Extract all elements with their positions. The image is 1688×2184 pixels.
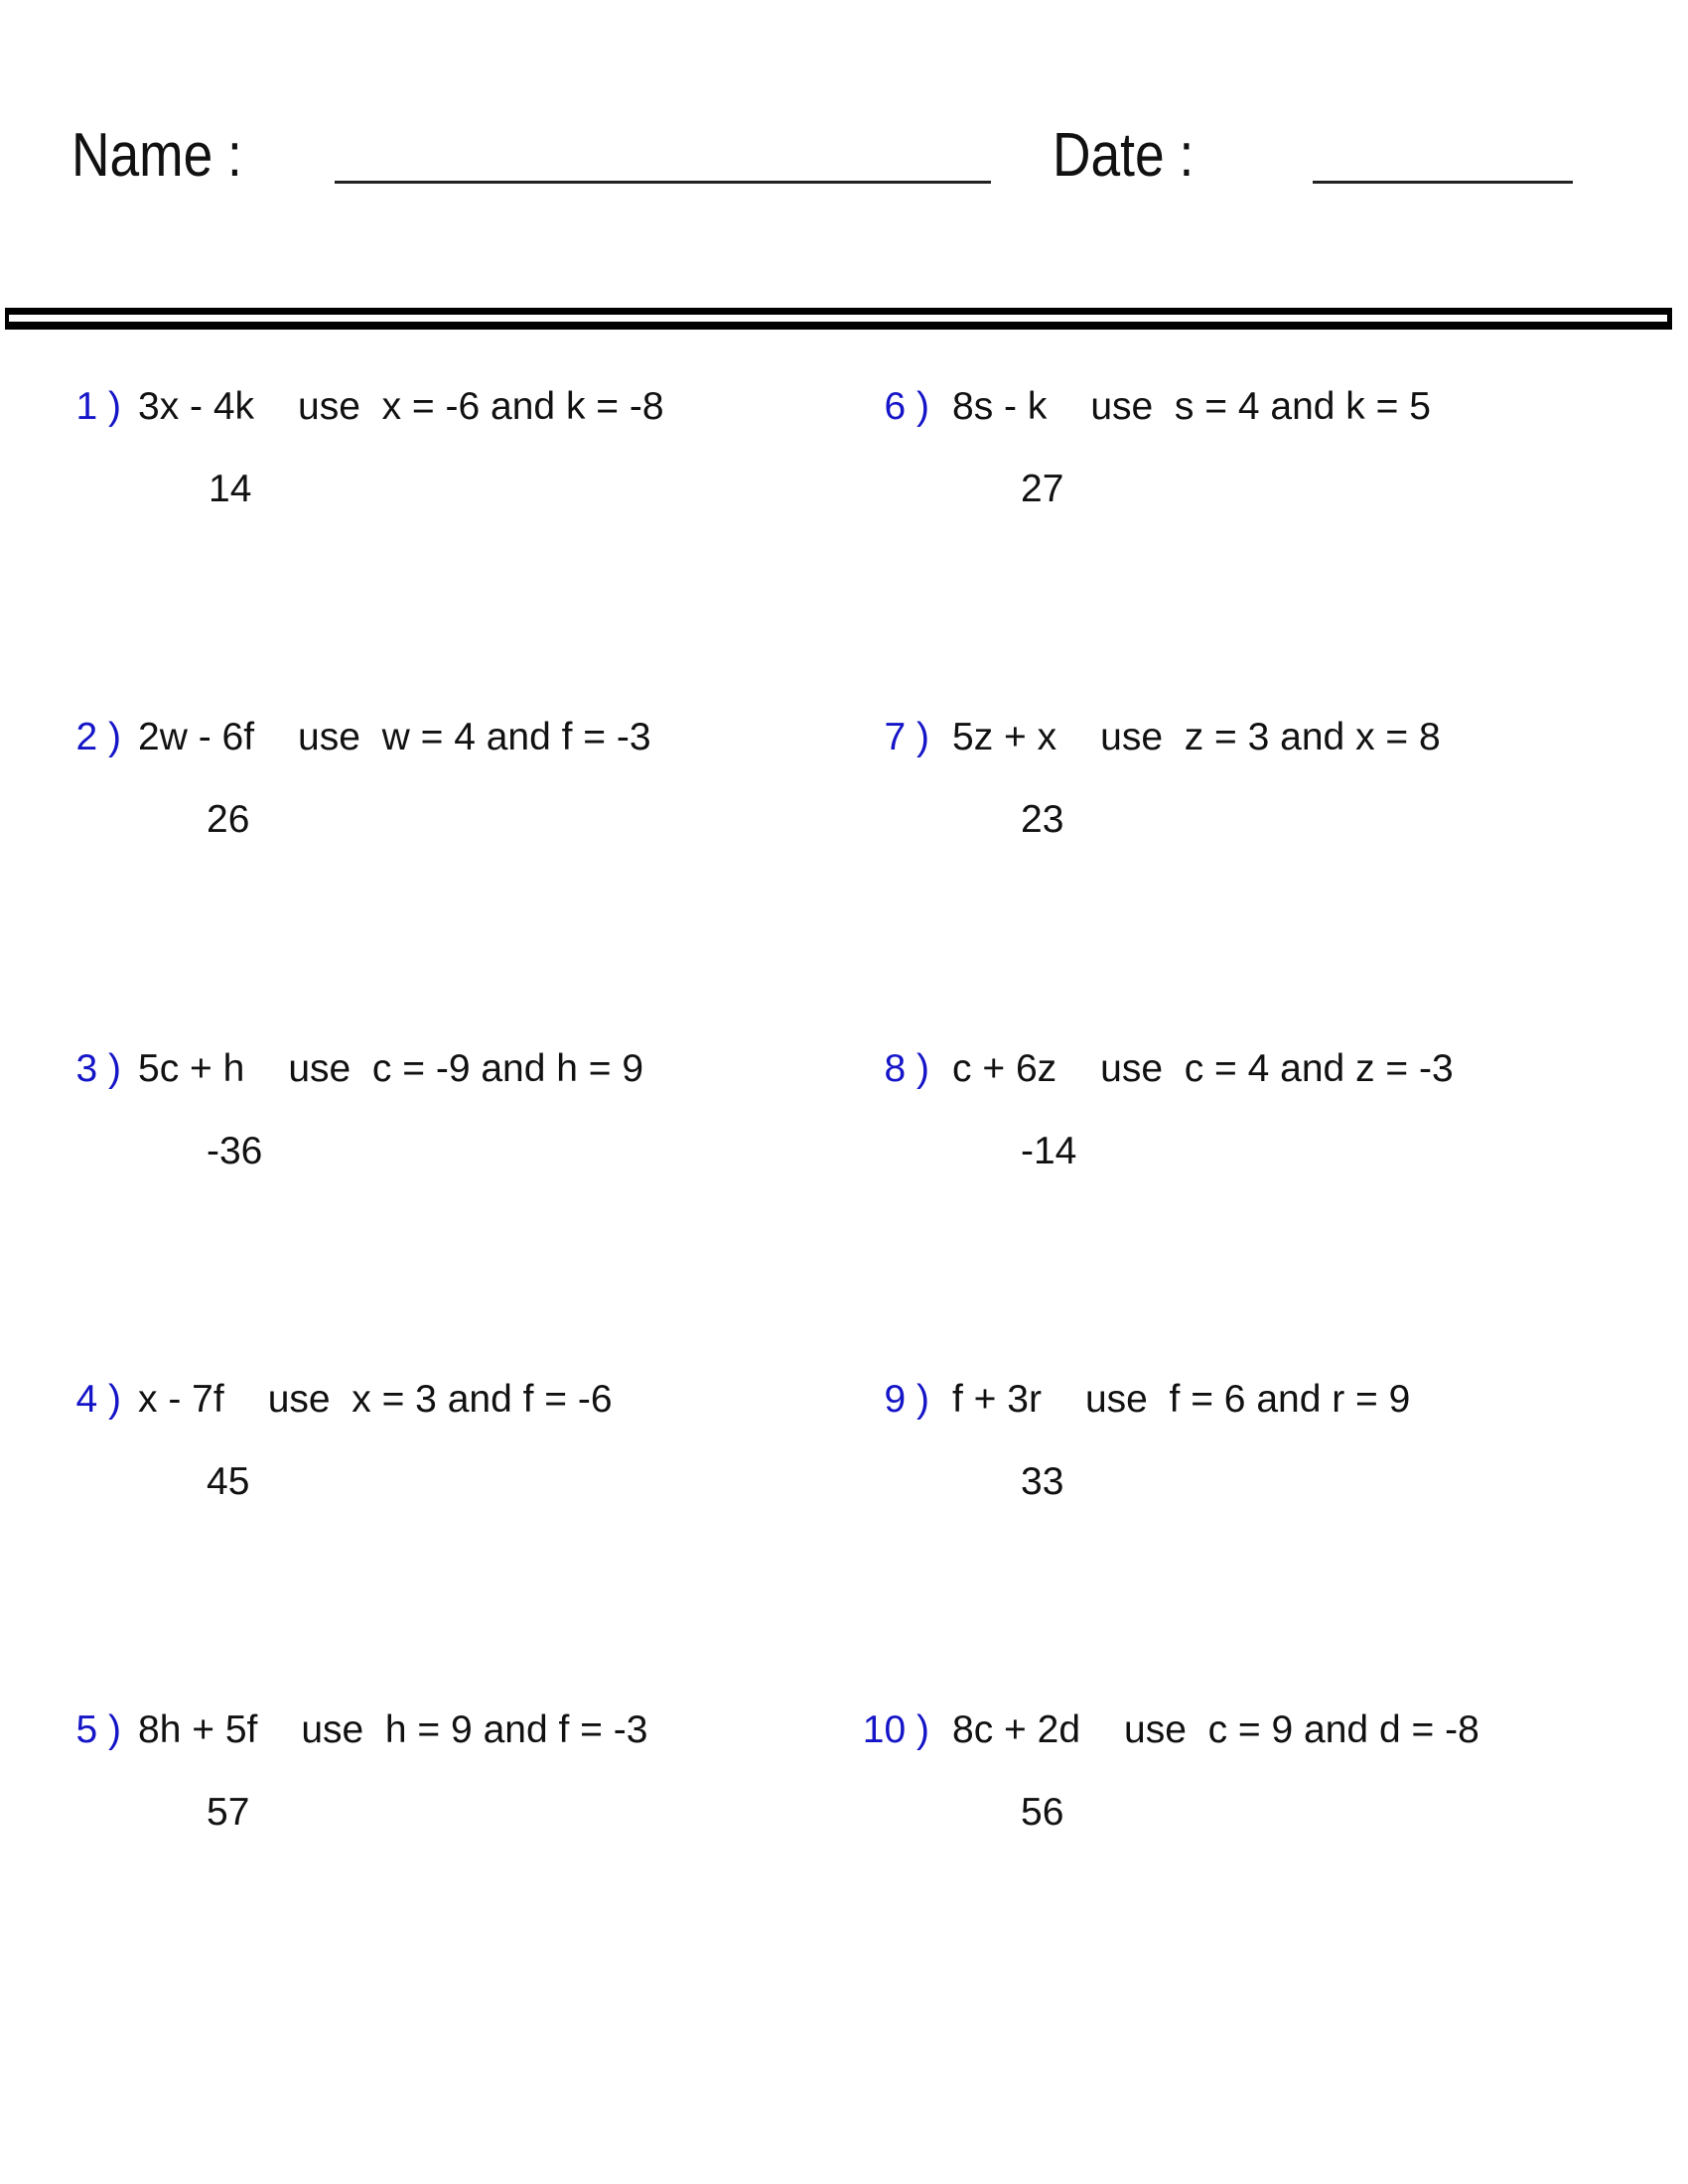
problem-number: 5 ) bbox=[75, 1708, 121, 1751]
expression: x - 7f bbox=[138, 1378, 224, 1421]
date-label: Date : bbox=[1053, 121, 1195, 190]
problem-number: 3 ) bbox=[75, 1047, 121, 1090]
problem-number: 9 ) bbox=[884, 1378, 929, 1421]
answer: 14 bbox=[209, 468, 252, 510]
problem-statement bbox=[952, 716, 1441, 759]
problem-statement bbox=[952, 385, 1431, 429]
problem-number: 6 ) bbox=[884, 385, 929, 428]
answer: -14 bbox=[1021, 1130, 1077, 1172]
given-values: use z = 3 and x = 8 bbox=[1100, 716, 1441, 758]
problem-statement bbox=[952, 1378, 1410, 1422]
problem-statement bbox=[952, 1708, 1479, 1752]
answer: 33 bbox=[1021, 1460, 1064, 1503]
given-values: use c = 9 and d = -8 bbox=[1124, 1708, 1479, 1751]
problem-number: 1 ) bbox=[75, 385, 121, 428]
problem-number: 8 ) bbox=[884, 1047, 929, 1090]
given-values: use x = 3 and f = -6 bbox=[267, 1378, 613, 1421]
problem-number: 7 ) bbox=[884, 716, 929, 758]
answer: 56 bbox=[1021, 1791, 1064, 1834]
expression: c + 6z bbox=[952, 1047, 1057, 1090]
given-values: use x = -6 and k = -8 bbox=[298, 385, 664, 428]
name-blank-line[interactable] bbox=[335, 181, 991, 184]
given-values: use c = 4 and z = -3 bbox=[1100, 1047, 1454, 1090]
answer: 45 bbox=[207, 1460, 250, 1503]
header-divider bbox=[5, 308, 1672, 330]
date-blank-line[interactable] bbox=[1313, 181, 1573, 184]
problem-statement bbox=[138, 716, 651, 759]
answer: 27 bbox=[1021, 468, 1064, 510]
problem-number: 4 ) bbox=[75, 1378, 121, 1421]
problem-statement bbox=[138, 1708, 647, 1752]
expression: 5z + x bbox=[952, 716, 1057, 758]
problem-number: 10 ) bbox=[862, 1708, 929, 1751]
expression: 5c + h bbox=[138, 1047, 245, 1090]
given-values: use f = 6 and r = 9 bbox=[1084, 1378, 1411, 1421]
given-values: use c = -9 and h = 9 bbox=[288, 1047, 644, 1090]
name-label: Name : bbox=[71, 121, 242, 190]
answer: 23 bbox=[1021, 798, 1064, 841]
given-values: use w = 4 and f = -3 bbox=[298, 716, 651, 758]
expression: 3x - 4k bbox=[138, 385, 255, 428]
expression: 8c + 2d bbox=[952, 1708, 1081, 1751]
problem-statement bbox=[138, 1047, 643, 1091]
answer: 26 bbox=[207, 798, 250, 841]
problem-statement bbox=[138, 385, 664, 429]
expression: 8s - k bbox=[952, 385, 1048, 428]
answer: 57 bbox=[207, 1791, 250, 1834]
given-values: use h = 9 and f = -3 bbox=[301, 1708, 648, 1751]
problem-number: 2 ) bbox=[75, 716, 121, 758]
expression: 2w - 6f bbox=[138, 716, 255, 758]
expression: 8h + 5f bbox=[138, 1708, 258, 1751]
answer: -36 bbox=[207, 1130, 263, 1172]
problem-statement bbox=[952, 1047, 1454, 1091]
given-values: use s = 4 and k = 5 bbox=[1090, 385, 1431, 428]
problem-statement bbox=[138, 1378, 613, 1422]
expression: f + 3r bbox=[952, 1378, 1042, 1421]
